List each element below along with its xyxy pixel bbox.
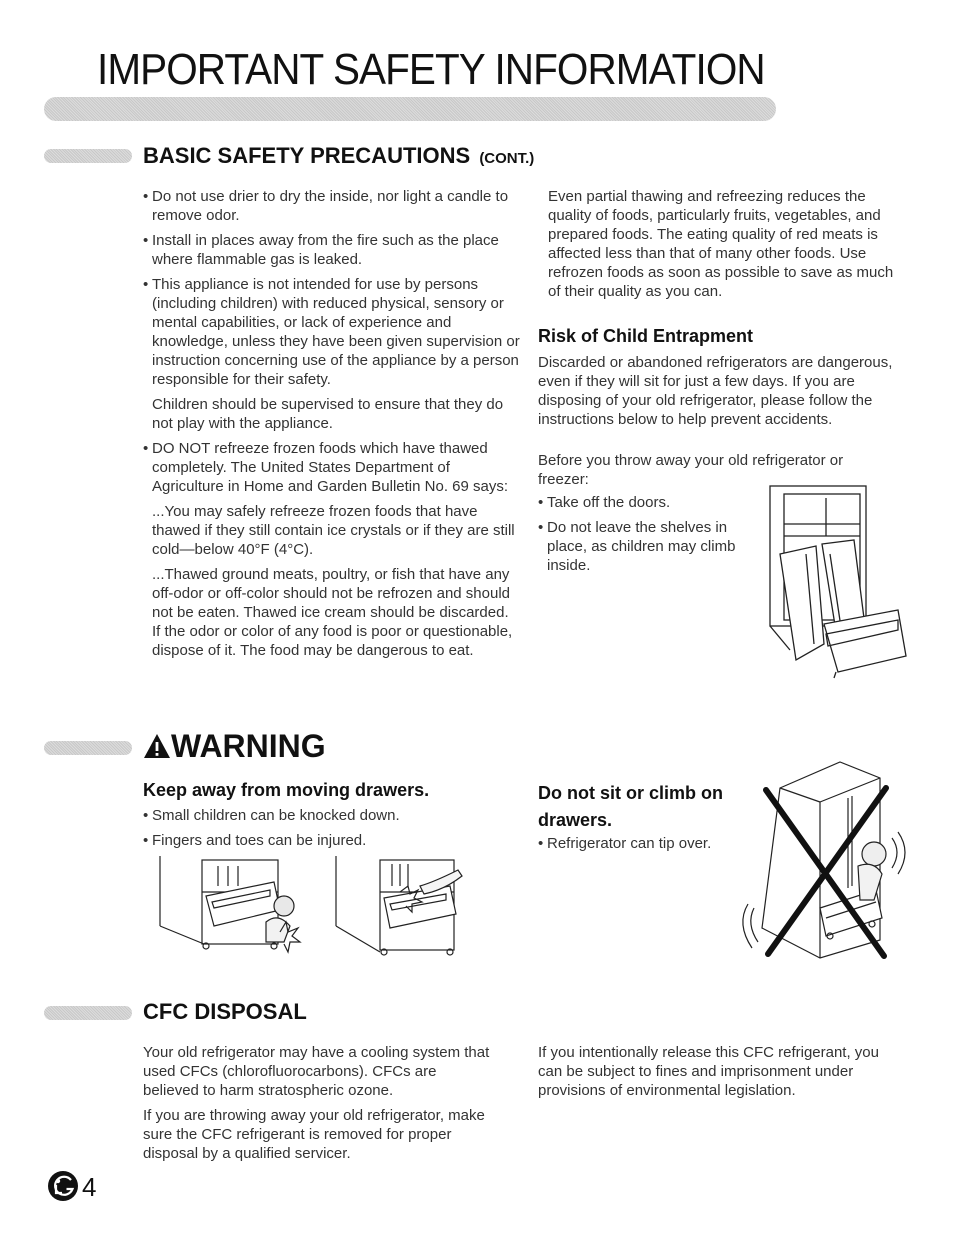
list-item: • Small children can be knocked down. <box>143 806 503 825</box>
entrapment-para-1: Discarded or abandoned refrigerators are dangerous, even if they will sit for just a few days. If you are disposing of your old refrigerator, please follow the instructions below to help prevent accidents. <box>538 354 893 428</box>
basic-heading-suffix: (CONT.) <box>479 150 535 167</box>
warning-left-heading: Keep away from moving drawers. <box>143 780 430 800</box>
list-item: • Install in places away from the fire such as the place where flammable gas is leaked. <box>143 231 521 269</box>
warning-right-list <box>538 834 748 859</box>
list-item: • Fingers and toes can be injured. <box>143 831 503 850</box>
list-item: • DO NOT refreeze frozen foods which have thawed completely. The United States Department of Agriculture in Home and Garden Bulletin No. 69 says: <box>143 439 521 496</box>
list-item: • Refrigerator can tip over. <box>538 834 748 853</box>
section-tab-warning <box>44 741 132 755</box>
list-item: • Do not use drier to dry the inside, nor light a candle to remove odor. <box>143 187 521 225</box>
warning-left-list <box>143 806 503 856</box>
cfc-heading: CFC DISPOSAL <box>143 999 307 1024</box>
section-heading-basic <box>143 143 534 169</box>
children-note: Children should be supervised to ensure that they do not play with the appliance. <box>152 396 504 432</box>
drawer-hand-illustration <box>334 856 484 956</box>
warning-heading-text: WARNING <box>171 728 326 764</box>
section-tab-basic <box>44 149 132 163</box>
cfc-para-3: If you intentionally release this CFC refrigerant, you can be subject to fines and imprisonment under provisions of environmental legislation. <box>538 1044 879 1099</box>
warning-right-heading: Do not sit or climb on drawers. <box>538 783 723 830</box>
list-item: • Take off the doors. <box>538 493 756 512</box>
open-refrigerator-illustration <box>766 484 916 680</box>
page-title: IMPORTANT SAFETY INFORMATION <box>97 45 765 94</box>
cfc-left-column <box>143 1043 493 1169</box>
list-item: • Do not leave the shelves in place, as children may climb inside. <box>538 518 756 575</box>
climbing-prohibited-illustration <box>740 758 915 968</box>
basic-heading-text: BASIC SAFETY PRECAUTIONS <box>143 143 471 168</box>
title-bar <box>44 97 776 121</box>
lg-logo-icon <box>47 1170 79 1202</box>
cfc-para-2: If you are throwing away your old refrigerator, make sure the CFC refrigerant is removed for proper disposal by a qualified servicer. <box>143 1107 485 1162</box>
entrapment-heading: Risk of Child Entrapment <box>538 326 754 346</box>
entrapment-para-2: Before you throw away your old refrigerator or freezer: <box>538 452 844 488</box>
page-number: 4 <box>82 1172 97 1202</box>
usda-quote-1: ...You may safely refreeze frozen foods that have thawed if they still contain ice crystals or if they are still cold—below 40°F (4°C). <box>152 503 515 558</box>
drawer-child-illustration <box>158 856 308 956</box>
entrapment-list <box>538 493 756 581</box>
usda-quote-2: ...Thawed ground meats, poultry, or fish that have any off-odor or off-color should not be refrozen and should not be eaten. Thawed ice cream should be discarded. If the odor or color of any food is poor or questionable, dispose of it. The food may be dangerous to eat. <box>152 566 513 659</box>
warning-heading <box>143 728 326 765</box>
cfc-para-1: Your old refrigerator may have a cooling system that used CFCs (chlorofluorocarbons). CFCs are believed to harm stratospheric ozone. <box>143 1044 490 1099</box>
basic-right-paragraph: Even partial thawing and refreezing reduces the quality of foods, particularly fruits, vegetables, and prepared foods. The eating quality of red meats is affected less than that of many other foods. Use refrozen foods as soon as possible to save as much of their quality as you can. <box>548 188 894 300</box>
list-item: • This appliance is not intended for use by persons (including children) with reduced physical, sensory or mental capabilities, or lack of experience and knowledge, unless they have been given supervision or instruction concerning use of the appliance by a person responsible for their safety. <box>143 275 521 389</box>
section-tab-cfc <box>44 1006 132 1020</box>
basic-left-column <box>143 187 521 666</box>
warning-triangle-icon <box>143 733 171 759</box>
